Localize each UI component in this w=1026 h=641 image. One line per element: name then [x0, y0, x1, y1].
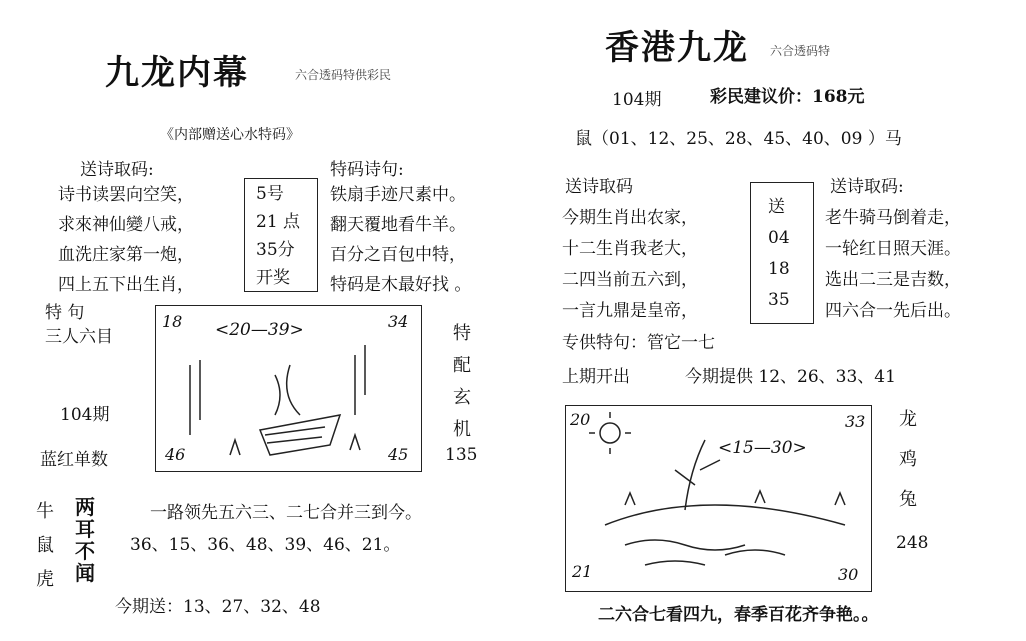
right-pic-br: 30: [838, 565, 859, 584]
riddle-line: 特码是木最好找 。: [330, 275, 472, 295]
right-footer: 二六合七看四九，春季百花齐争艳。。: [598, 605, 879, 625]
right-pic-tl: 20: [570, 410, 591, 429]
zodiac-char: 牛: [36, 501, 54, 522]
riddle-line: 百分之百包中特，: [330, 245, 466, 265]
box-line: 送: [768, 197, 785, 217]
left-vertical: [450, 318, 474, 446]
poem-line: 选出二三是吉数，: [825, 270, 961, 290]
vertical-char: 配: [453, 355, 471, 376]
right-vertical: [896, 400, 920, 520]
vertical-char: 玄: [453, 387, 471, 408]
left-box: [256, 180, 300, 292]
right-pic-mid: <15—30>: [718, 438, 807, 458]
left-send: 今期送：13、27、32、48: [115, 597, 321, 617]
left-pic-bl: 46: [165, 445, 186, 464]
left-title: 九龙内幕: [105, 53, 249, 93]
right-box: [768, 192, 790, 316]
left-zodiac: [33, 495, 57, 597]
right-price: 彩民建议价：168元: [710, 87, 865, 107]
left-issue: 104期: [60, 405, 110, 425]
vertical-char: 鸡: [899, 449, 917, 470]
left-subhead: 《内部赠送心水特码》: [160, 127, 300, 143]
box-line: 5号: [256, 184, 284, 204]
poem-line: 一言九鼎是皇帝，: [562, 301, 698, 321]
right-sketch: [565, 405, 873, 593]
box-line: 35: [768, 290, 790, 310]
box-line: 18: [768, 259, 790, 279]
left-ear-text: [73, 496, 97, 584]
zodiac-char: 鼠: [36, 535, 54, 556]
poem-line: 血洗庄家第一炮，: [58, 245, 194, 265]
poem-line: 今期生肖出农家，: [562, 208, 698, 228]
left-line2: 36、15、36、48、39、46、21。: [130, 535, 401, 555]
riddle-line: 铁扇手迹尺素中。: [330, 185, 466, 205]
poem-line: 十二生肖我老大，: [562, 239, 698, 259]
left-line1: 一路领先五六三、二七合并三到今。: [150, 503, 422, 523]
left-subtitle: 六合透码特供彩民: [295, 68, 392, 82]
vertical-char: 机: [453, 419, 471, 440]
right-provide: 今期提供 12、26、33、41: [685, 367, 896, 387]
right-pic-bl: 21: [572, 562, 593, 581]
poem-line: 二四当前五六到，: [562, 270, 698, 290]
right-side-num: 248: [896, 533, 929, 553]
vertical-char: 兔: [899, 489, 917, 510]
box-line: 04: [768, 228, 790, 248]
left-right-num: 135: [445, 445, 478, 465]
box-line: 开奖: [256, 268, 290, 288]
left-pic-tr: 34: [388, 312, 409, 331]
right-special: 专供特句：管它一七: [562, 333, 715, 353]
zodiac-char: 虎: [36, 569, 54, 590]
right-numbers: 鼠（01、12、25、28、45、40、09 ）马: [575, 129, 902, 149]
riddle-line: 翻天覆地看牛羊。: [330, 215, 466, 235]
left-pic-mid: <20—39>: [215, 320, 304, 340]
box-line: 21 点: [256, 212, 301, 232]
right-last-label: 上期开出: [562, 367, 630, 387]
poem-line: 四六合一先后出。: [825, 301, 961, 321]
left-pic-tl: 18: [162, 312, 183, 331]
ear-char: 耳: [75, 517, 95, 541]
right-poem-label2: 送诗取码:: [830, 177, 904, 197]
left-poem: [58, 180, 194, 300]
left-riddle-label: 特码诗句:: [330, 160, 404, 180]
ear-char: 不: [75, 539, 95, 563]
poem-line: 一轮红日照天涯。: [825, 239, 961, 259]
ear-char: 闻: [75, 561, 95, 585]
left-color-label: 蓝红单数: [40, 450, 108, 470]
poem-line: 求來神仙變八戒，: [58, 215, 194, 235]
ear-char: 两: [75, 495, 95, 519]
vertical-char: 龙: [899, 409, 917, 430]
right-issue: 104期: [612, 90, 662, 110]
right-poem-label: 送诗取码: [565, 177, 633, 197]
right-poem2: [825, 203, 961, 327]
right-title: 香港九龙: [605, 28, 749, 68]
vertical-char: 特: [453, 323, 471, 344]
poem-line: 诗书读罢向空笑，: [58, 185, 194, 205]
right-subtitle: 六合透码特: [770, 44, 831, 58]
left-special-label: 特 句: [45, 303, 85, 323]
box-line: 35分: [256, 240, 295, 260]
right-poem: [562, 203, 698, 327]
left-riddle: [330, 180, 471, 300]
left-poem-label: 送诗取码:: [80, 160, 154, 180]
poem-line: 老牛骑马倒着走，: [825, 208, 961, 228]
poem-line: 四上五下出生肖，: [58, 275, 194, 295]
left-pic-br: 45: [388, 445, 409, 464]
right-pic-tr: 33: [845, 412, 866, 431]
left-special-text: 三人六目: [45, 327, 113, 347]
